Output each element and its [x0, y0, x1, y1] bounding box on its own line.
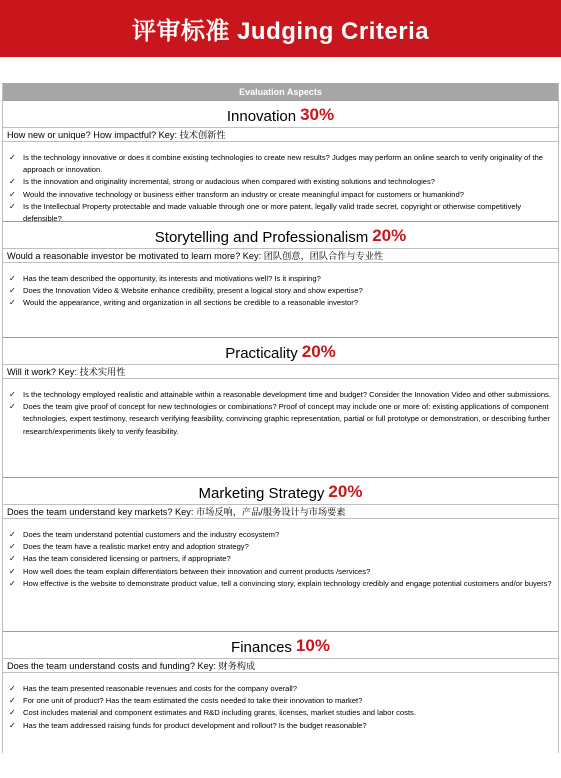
section-weight: 10% — [295, 636, 330, 655]
checkmark-icon: ✓ — [9, 153, 16, 162]
bullet-text: Cost includes material and component estimates and R&D including grants, licenses, market studies and labor costs. — [23, 708, 416, 718]
bullet-text: Does the team have a realistic market entry and adoption strategy? — [23, 542, 249, 552]
list-item — [9, 389, 552, 401]
criteria-section — [3, 337, 558, 477]
checkmark-icon: ✓ — [9, 274, 16, 283]
section-question: How new or unique? How impactful? Key: 技术创新性 — [3, 127, 558, 142]
bullet-text: Would the appearance, writing and organization in all sections be credible to a reasonable investor? — [23, 298, 359, 308]
criteria-sections — [3, 100, 558, 753]
bullet-text: Does the team understand potential customers and the industry ecosystem? — [23, 530, 280, 539]
checkmark-icon: ✓ — [9, 578, 16, 588]
criteria-section — [3, 221, 558, 337]
list-item — [9, 152, 552, 176]
section-name: Practicality — [225, 345, 298, 362]
list-item — [9, 401, 552, 438]
checkmark-icon: ✓ — [9, 720, 16, 730]
section-title — [3, 101, 558, 127]
bullet-text: Is the innovation and originality incremental, strong or audacious when compared with existing solutions and technologies? — [23, 177, 435, 187]
list-item — [9, 566, 552, 578]
list-item — [9, 201, 552, 225]
criteria-table — [2, 83, 559, 753]
section-name: Innovation — [226, 108, 297, 125]
bullet-text: How effective is the website to demonstrate product value, tell a convincing story, explain technology credibly and engage potential customers and/or buyers? — [23, 578, 552, 588]
list-item — [9, 529, 552, 541]
spacer — [0, 57, 561, 83]
bullet-text: Does the team give proof of concept for new technologies or combinations? Proof of concept may include one or more of: existing applications of component technologies, expert testimony, research verifying feasibility, convincing graphic representation, partial or full prototype or demonstration, or describing further research/experiments likely to verify feasibility. — [23, 402, 550, 436]
section-title — [3, 338, 558, 364]
checkmark-icon: ✓ — [9, 189, 16, 199]
checkmark-icon: ✓ — [9, 530, 16, 539]
checkmark-icon: ✓ — [9, 177, 16, 187]
checkmark-icon: ✓ — [9, 684, 16, 693]
criteria-section — [3, 477, 558, 631]
evaluation-aspects-header: Evaluation Aspects — [3, 83, 558, 100]
section-title — [3, 478, 558, 504]
checkmark-icon: ✓ — [9, 201, 16, 211]
list-item — [9, 683, 552, 695]
section-question: Does the team understand key markets? Key: 市场反响，产品/服务设计与市场要素 — [3, 504, 558, 519]
section-title — [3, 222, 558, 248]
bullet-list — [3, 519, 558, 590]
title-banner — [0, 0, 561, 57]
list-item — [9, 695, 552, 707]
checkmark-icon: ✓ — [9, 542, 16, 552]
list-item — [9, 189, 552, 201]
list-item — [9, 578, 552, 590]
checkmark-icon: ✓ — [9, 390, 16, 399]
list-item — [9, 707, 552, 719]
section-name: Marketing Strategy — [198, 485, 325, 502]
bullet-list — [3, 673, 558, 732]
checkmark-icon: ✓ — [9, 402, 16, 412]
page-title: 评审标准 Judging Criteria — [131, 18, 430, 45]
list-item — [9, 273, 552, 285]
checkmark-icon: ✓ — [9, 566, 16, 576]
bullet-text: Has the team described the opportunity, its interests and motivations well? Is it inspiring? — [23, 274, 321, 283]
bullet-text: Does the Innovation Video & Website enhance credibility, present a logical story and show expertise? — [23, 286, 363, 296]
bullet-text: Is the technology innovative or does it combine existing technologies to create new results? Judges may perform an online search to verify originality of the approach or innovation. — [23, 153, 544, 175]
section-name: Storytelling and Professionalism — [154, 229, 369, 246]
bullet-text: For one unit of product? Has the team estimated the costs needed to take their innovation to market? — [23, 696, 363, 706]
criteria-section — [3, 631, 558, 753]
section-weight: 20% — [372, 226, 407, 245]
checkmark-icon: ✓ — [9, 298, 16, 308]
section-question: Would a reasonable investor be motivated to learn more? Key: 团队创意，团队合作与专业性 — [3, 248, 558, 263]
section-name: Finances — [231, 639, 292, 656]
bullet-text: Is the technology employed realistic and attainable within a reasonable development time and budget? Consider the Innovation Video and other submissions. — [23, 390, 551, 399]
checkmark-icon: ✓ — [9, 554, 16, 564]
checkmark-icon: ✓ — [9, 696, 16, 706]
section-weight: 20% — [301, 342, 336, 361]
section-weight: 30% — [300, 105, 335, 124]
list-item — [9, 720, 552, 732]
bullet-text: Has the team considered licensing or partners, if appropriate? — [23, 554, 231, 564]
list-item — [9, 553, 552, 565]
list-item — [9, 541, 552, 553]
list-item — [9, 176, 552, 188]
criteria-section — [3, 100, 558, 224]
list-item — [9, 285, 552, 297]
section-question: Does the team understand costs and funding? Key: 财务构成 — [3, 658, 558, 673]
bullet-text: How well does the team explain differentiators between their innovation and current products /services? — [23, 566, 371, 576]
bullet-text: Has the team presented reasonable revenues and costs for the company overall? — [23, 684, 297, 693]
list-item — [9, 297, 552, 309]
bullet-text: Is the Intellectual Property protectable and made valuable through one or more patent, legally valid trade secret, copyright or otherwise competitively defensible? — [23, 201, 522, 224]
bullet-list — [3, 263, 558, 310]
bullet-text: Has the team addressed raising funds for product development and rollout? Is the budget reasonable? — [23, 720, 367, 730]
checkmark-icon: ✓ — [9, 286, 16, 296]
bullet-text: Would the innovative technology or business either transform an industry or create meaningful impact for customers or humankind? — [23, 189, 464, 199]
section-question: Will it work? Key: 技术实用性 — [3, 364, 558, 379]
section-weight: 20% — [328, 482, 363, 501]
bullet-list — [3, 142, 558, 225]
bullet-list — [3, 379, 558, 438]
section-title — [3, 632, 558, 658]
checkmark-icon: ✓ — [9, 708, 16, 718]
